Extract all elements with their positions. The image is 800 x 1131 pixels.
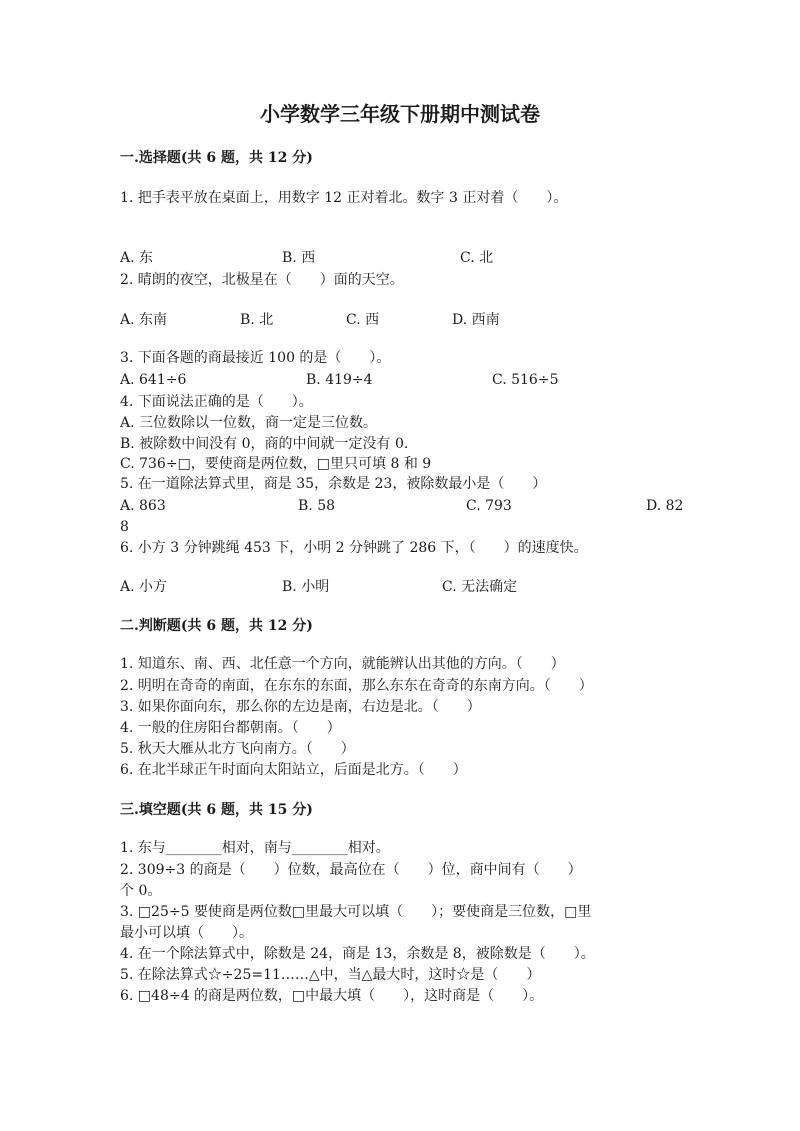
option-b: B. 419÷4 [306, 372, 373, 388]
option-b: B. 被除数中间没有 0，商的中间就一定没有 0. [120, 436, 409, 452]
option-d: D. 82 [646, 498, 684, 514]
option-b: B. 西 [282, 250, 316, 266]
exam-title: 小学数学三年级下册期中测试卷 [260, 102, 540, 126]
option-b: B. 58 [298, 498, 336, 514]
question-stem: 4. 下面说法正确的是（ ）。 [120, 394, 313, 410]
fill-item: 4. 在一个除法算式中，除数是 24，商是 13，余数是 8，被除数是（ ）。 [120, 946, 595, 962]
judge-item: 1. 知道东、南、西、北任意一个方向，就能辨认出其他的方向。（ ） [120, 656, 565, 672]
judge-item: 6. 在北半球正午时面向太阳站立，后面是北方。（ ） [120, 762, 467, 778]
fill-item: 3. □25÷5 要使商是两位数□里最大可以填（ ）；要使商是三位数，□里 [120, 904, 592, 920]
option-b: B. 小明 [282, 579, 330, 595]
question-stem: 2. 晴朗的夜空，北极星在（ ）面的天空。 [120, 272, 404, 288]
question-stem: 5. 在一道除法算式里，商是 35，余数是 23，被除数最小是（ ） [120, 476, 547, 492]
section-heading-choice: 一.选择题(共 6 题，共 12 分) [120, 150, 313, 166]
section-heading-judge: 二.判断题(共 6 题，共 12 分) [120, 618, 313, 634]
fill-item: 5. 在除法算式☆÷25=11……△中，当△最大时，这时☆是（ ） [120, 967, 541, 983]
option-a: A. 东 [120, 250, 154, 266]
option-c: C. 736÷□，要使商是两位数，□里只可填 8 和 9 [120, 456, 432, 472]
judge-item: 3. 如果你面向东，那么你的左边是南，右边是北。（ ） [120, 699, 481, 715]
judge-item: 4. 一般的住房阳台都朝南。（ ） [120, 720, 341, 736]
option-a: A. 东南 [120, 312, 168, 328]
fill-item: 2. 309÷3 的商是（ ）位数，最高位在（ ）位，商中间有（ ） [120, 862, 582, 878]
option-d-wrap: 8 [120, 519, 129, 535]
option-c: C. 793 [466, 498, 512, 514]
fill-item: 1. 东与________相对，南与________相对。 [120, 840, 390, 856]
option-a: A. 小方 [120, 579, 168, 595]
option-c: C. 无法确定 [442, 579, 518, 595]
fill-item: 6. □48÷4 的商是两位数，□中最大填（ ），这时商是（ ）。 [120, 988, 544, 1004]
fill-item-wrap: 最小可以填（ ）。 [120, 925, 253, 941]
option-a: A. 863 [120, 498, 166, 514]
option-a: A. 641÷6 [120, 372, 187, 388]
question-stem: 1. 把手表平放在桌面上，用数字 12 正对着北。数字 3 正对着（ ）。 [120, 190, 568, 206]
section-heading-fill: 三.填空题(共 6 题，共 15 分) [120, 802, 313, 818]
option-c: C. 北 [460, 250, 494, 266]
question-stem: 6. 小方 3 分钟跳绳 453 下，小明 2 分钟跳了 286 下，（ ）的速度快。 [120, 540, 588, 556]
option-c: C. 516÷5 [492, 372, 559, 388]
question-stem: 3. 下面各题的商最接近 100 的是（ ）。 [120, 350, 391, 366]
option-a: A. 三位数除以一位数，商一定是三位数。 [120, 415, 378, 431]
option-c: C. 西 [346, 312, 380, 328]
judge-item: 2. 明明在奇奇的南面，在东东的东面，那么东东在奇奇的东南方向。（ ） [120, 678, 593, 694]
judge-item: 5. 秋天大雁从北方飞向南方。（ ） [120, 741, 355, 757]
fill-item-wrap: 个 0。 [120, 883, 162, 899]
option-b: B. 北 [240, 312, 274, 328]
option-d: D. 西南 [452, 312, 500, 328]
